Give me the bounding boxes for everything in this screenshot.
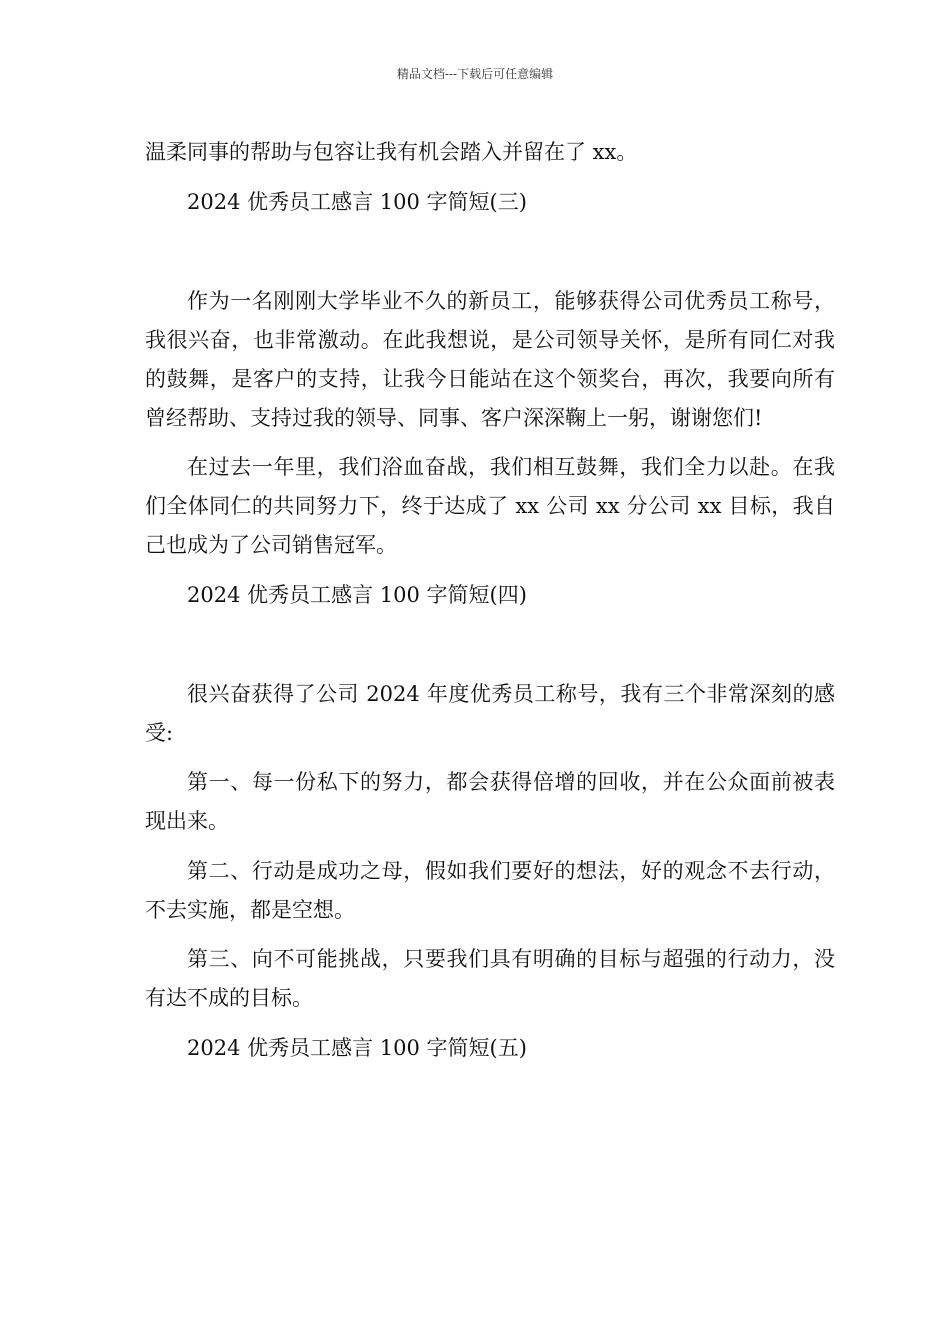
paragraph: 第三、向不可能挑战，只要我们具有明确的目标与超强的行动力，没有达不成的目标。 <box>145 947 835 1010</box>
blank-line <box>145 232 835 282</box>
paragraph: 很兴奋获得了公司 2024 年度优秀员工称号，我有三个非常深刻的感受: <box>145 681 835 745</box>
section-heading: 2024 优秀员工感言 100 字简短(五) <box>187 1035 527 1060</box>
document-body <box>145 133 835 1078</box>
page-header: 精品文档---下载后可任意编辑 <box>396 67 554 81</box>
paragraph: 第一、每一份私下的努力，都会获得倍增的回收，并在公众面前被表现出来。 <box>145 770 835 833</box>
paragraph: 第二、行动是成功之母，假如我们要好的想法，好的观念不去行动，不去实施，都是空想。 <box>145 858 835 922</box>
section-heading: 2024 优秀员工感言 100 字简短(四) <box>187 582 527 607</box>
blank-line <box>145 625 835 675</box>
section-heading: 2024 优秀员工感言 100 字简短(三) <box>187 189 527 214</box>
paragraph: 在过去一年里，我们浴血奋战，我们相互鼓舞，我们全力以赴。在我们全体同仁的共同努力下，终于达成了 xx 公司 xx 分公司 xx 目标，我自己也成为了公司销售冠军。 <box>145 455 835 557</box>
paragraph: 作为一名刚刚大学毕业不久的新员工，能够获得公司优秀员工称号，我很兴奋，也非常激动。在此我想说，是公司领导关怀，是所有同仁对我的鼓舞，是客户的支持，让我今日能站在这个领奖台，再次，我要向所有曾经帮助、支持过我的领导、同事、客户深深鞠上一躬，谢谢您们! <box>145 288 835 430</box>
paragraph: 温柔同事的帮助与包容让我有机会踏入并留在了 xx。 <box>145 140 638 164</box>
